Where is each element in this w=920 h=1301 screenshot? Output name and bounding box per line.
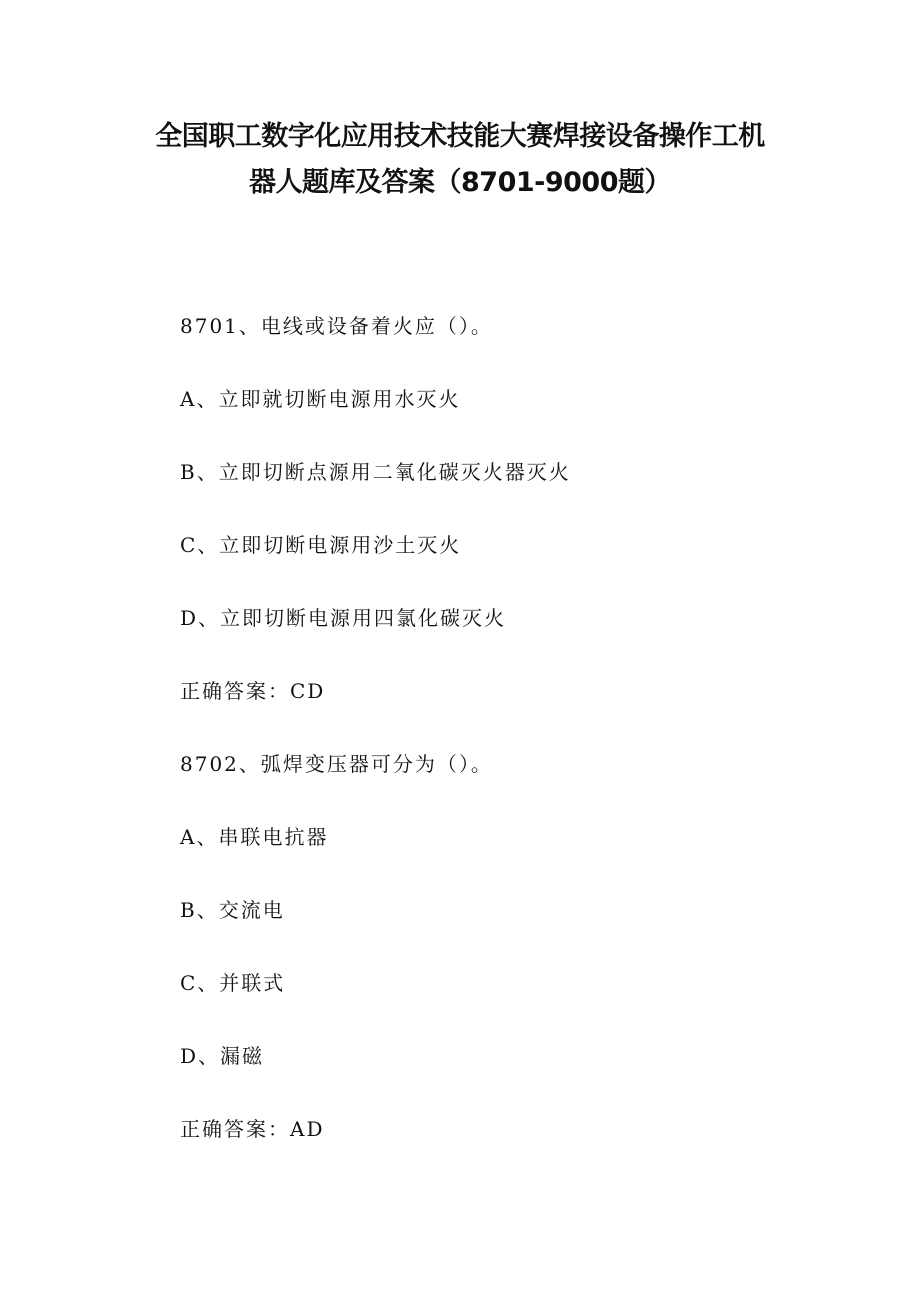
option-a: A、串联电抗器 — [180, 825, 329, 849]
option-d: D、漏磁 — [180, 1044, 265, 1068]
question-block — [180, 744, 880, 1182]
option-b: B、立即切断点源用二氧化碳灭火器灭火 — [180, 460, 571, 484]
document-title — [0, 114, 920, 206]
correct-answer: 正确答案：AD — [180, 1117, 325, 1141]
option-c: C、并联式 — [180, 971, 286, 995]
question-stem: 8701、电线或设备着火应（）。 — [180, 314, 493, 338]
option-b: B、交流电 — [180, 898, 285, 922]
title-line-2: 器人题库及答案（8701-9000题） — [249, 167, 671, 198]
correct-answer: 正确答案：CD — [180, 679, 326, 703]
question-block — [180, 306, 880, 744]
title-line-1: 全国职工数字化应用技术技能大赛焊接设备操作工机 — [155, 121, 765, 152]
question-stem: 8702、弧焊变压器可分为（）。 — [180, 752, 493, 776]
question-list — [180, 306, 880, 1182]
option-a: A、立即就切断电源用水灭火 — [180, 387, 461, 411]
option-c: C、立即切断电源用沙土灭火 — [180, 533, 462, 557]
option-d: D、立即切断电源用四氯化碳灭火 — [180, 606, 507, 630]
